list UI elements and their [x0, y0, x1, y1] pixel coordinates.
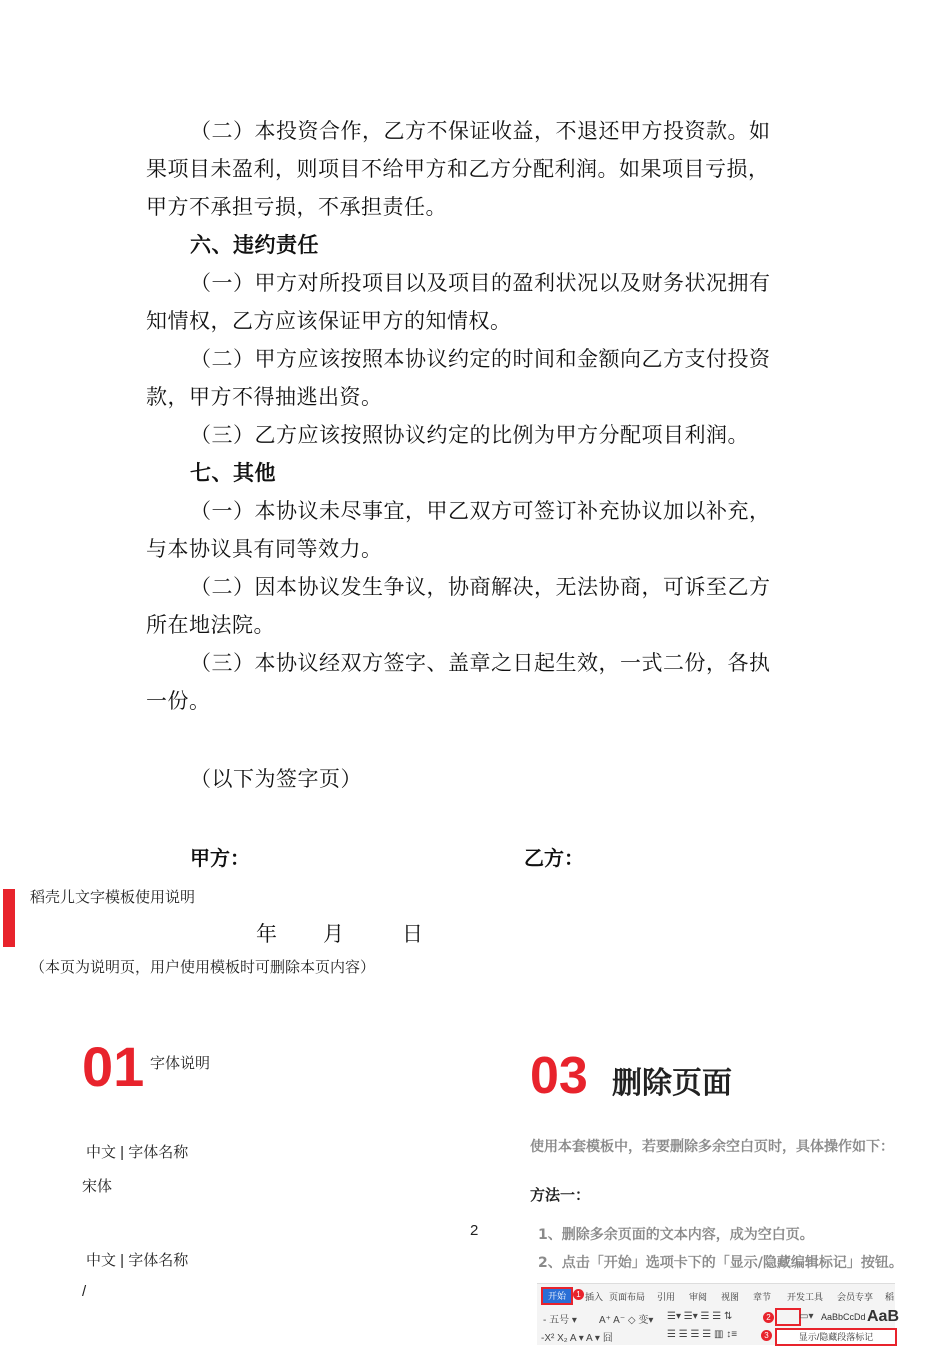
align-icons[interactable]: ☰ ☰ ☰ ☰ ▥ ↕≡ — [667, 1329, 738, 1340]
section-03-number: 03 — [530, 1047, 588, 1105]
clause-6-2: （二）甲方应该按照本协议约定的时间和金额向乙方支付投资 — [190, 347, 771, 371]
clause-7-1: （一）本协议未尽事宜，甲乙双方可签订补充协议加以补充， — [190, 499, 771, 523]
list-icons[interactable]: ☰▾ ☰▾ ☰ ☰ ⇅ — [667, 1311, 733, 1322]
step-badge-3: 3 — [761, 1330, 772, 1341]
clause-7-2: （二）因本协议发生争议，协商解决，无法协商，可诉至乙方 — [190, 575, 771, 599]
tab-layout[interactable]: 页面布局 — [609, 1292, 646, 1302]
font-grow-icon[interactable]: A⁺ A⁻ ◇ 变▾ — [599, 1315, 654, 1326]
style-preview[interactable]: AaBbCcDd — [821, 1312, 866, 1322]
section-03-title: 删除页面 — [612, 1066, 732, 1101]
tab-start[interactable]: 开始 — [541, 1287, 573, 1305]
tab-insert[interactable]: 插入 — [585, 1292, 604, 1302]
tab-more[interactable]: 稻 — [885, 1292, 895, 1302]
section-01-title: 字体说明 — [150, 1055, 211, 1072]
header-accent-bar — [3, 889, 15, 947]
tab-review[interactable]: 审阅 — [689, 1292, 708, 1302]
clause-5-2-cont2: 甲方不承担亏损，不承担责任。 — [146, 195, 447, 219]
clause-6-3: （三）乙方应该按照协议约定的比例为甲方分配项目利润。 — [190, 423, 749, 447]
step-1: 1、删除多余页面的文本内容，成为空白页。 — [538, 1227, 814, 1243]
party-a-label: 甲方： — [190, 846, 250, 870]
ribbon-screenshot — [537, 1283, 900, 1345]
clause-7-3: （三）本协议经双方签字、盖章之日起生效，一式二份，各执 — [190, 651, 771, 675]
date-year: 年 — [256, 922, 277, 946]
date-month: 月 — [323, 922, 344, 946]
step-2: 2、点击「开始」选项卡下的「显示/隐藏编辑标记」按钮。 — [538, 1255, 903, 1271]
clause-5-2-cont: 果项目未盈利，则项目不给甲方和乙方分配利润。如果项目亏损， — [146, 157, 770, 181]
font-label-1: 中文 | 字体名称 — [86, 1144, 189, 1161]
format-icons[interactable]: -X² X₂ A ▾ A ▾ 囧 — [541, 1333, 613, 1344]
delete-intro: 使用本套模板中，若要删除多余空白页时，具体操作如下： — [530, 1139, 894, 1155]
clause-7-2-cont: 所在地法院。 — [146, 613, 275, 637]
page-number: 2 — [470, 1222, 479, 1239]
marks-dropdown-icon[interactable]: ▭▾ — [799, 1311, 814, 1322]
party-b-label: 乙方： — [524, 846, 584, 870]
method-one: 方法一： — [530, 1186, 591, 1204]
step-badge-2: 2 — [763, 1312, 774, 1323]
clause-6-1-cont: 知情权，乙方应该保证甲方的知情权。 — [146, 309, 512, 333]
tab-view[interactable]: 视图 — [721, 1292, 740, 1302]
step-badge-1: 1 — [573, 1289, 584, 1300]
tab-references[interactable]: 引用 — [657, 1292, 676, 1302]
instruction-header: 稻壳儿文字模板使用说明 — [30, 889, 196, 906]
show-hide-tooltip: 显示/隐藏段落标记 — [775, 1328, 897, 1346]
section-01-number: 01 — [82, 1035, 145, 1098]
clause-7-3-cont: 一份。 — [146, 689, 211, 713]
section-7-heading: 七、其他 — [190, 461, 276, 485]
style-preview-large[interactable]: AaB — [867, 1308, 900, 1325]
font-size-select[interactable]: - 五号 ▾ — [543, 1315, 577, 1326]
tab-member[interactable]: 会员专享 — [837, 1292, 874, 1302]
font-label-2: 中文 | 字体名称 — [86, 1252, 189, 1269]
tab-developer[interactable]: 开发工具 — [787, 1292, 824, 1302]
clause-5-2: （二）本投资合作，乙方不保证收益，不退还甲方投资款。如 — [190, 119, 771, 143]
tab-chapter[interactable]: 章节 — [753, 1292, 772, 1302]
clause-7-1-cont: 与本协议具有同等效力。 — [146, 537, 383, 561]
font-value-1: 宋体 — [82, 1178, 113, 1195]
clause-6-1: （一）甲方对所投项目以及项目的盈利状况以及财务状况拥有 — [190, 271, 771, 295]
font-value-2: / — [82, 1283, 87, 1300]
clause-6-2-cont: 款，甲方不得抽逃出资。 — [146, 385, 383, 409]
instruction-subheader: （本页为说明页，用户使用模板时可删除本页内容） — [30, 959, 376, 976]
signature-page-note: （以下为签字页） — [190, 767, 362, 791]
show-hide-marks-button[interactable] — [775, 1308, 801, 1326]
section-6-heading: 六、违约责任 — [190, 233, 319, 257]
date-day: 日 — [402, 922, 423, 946]
